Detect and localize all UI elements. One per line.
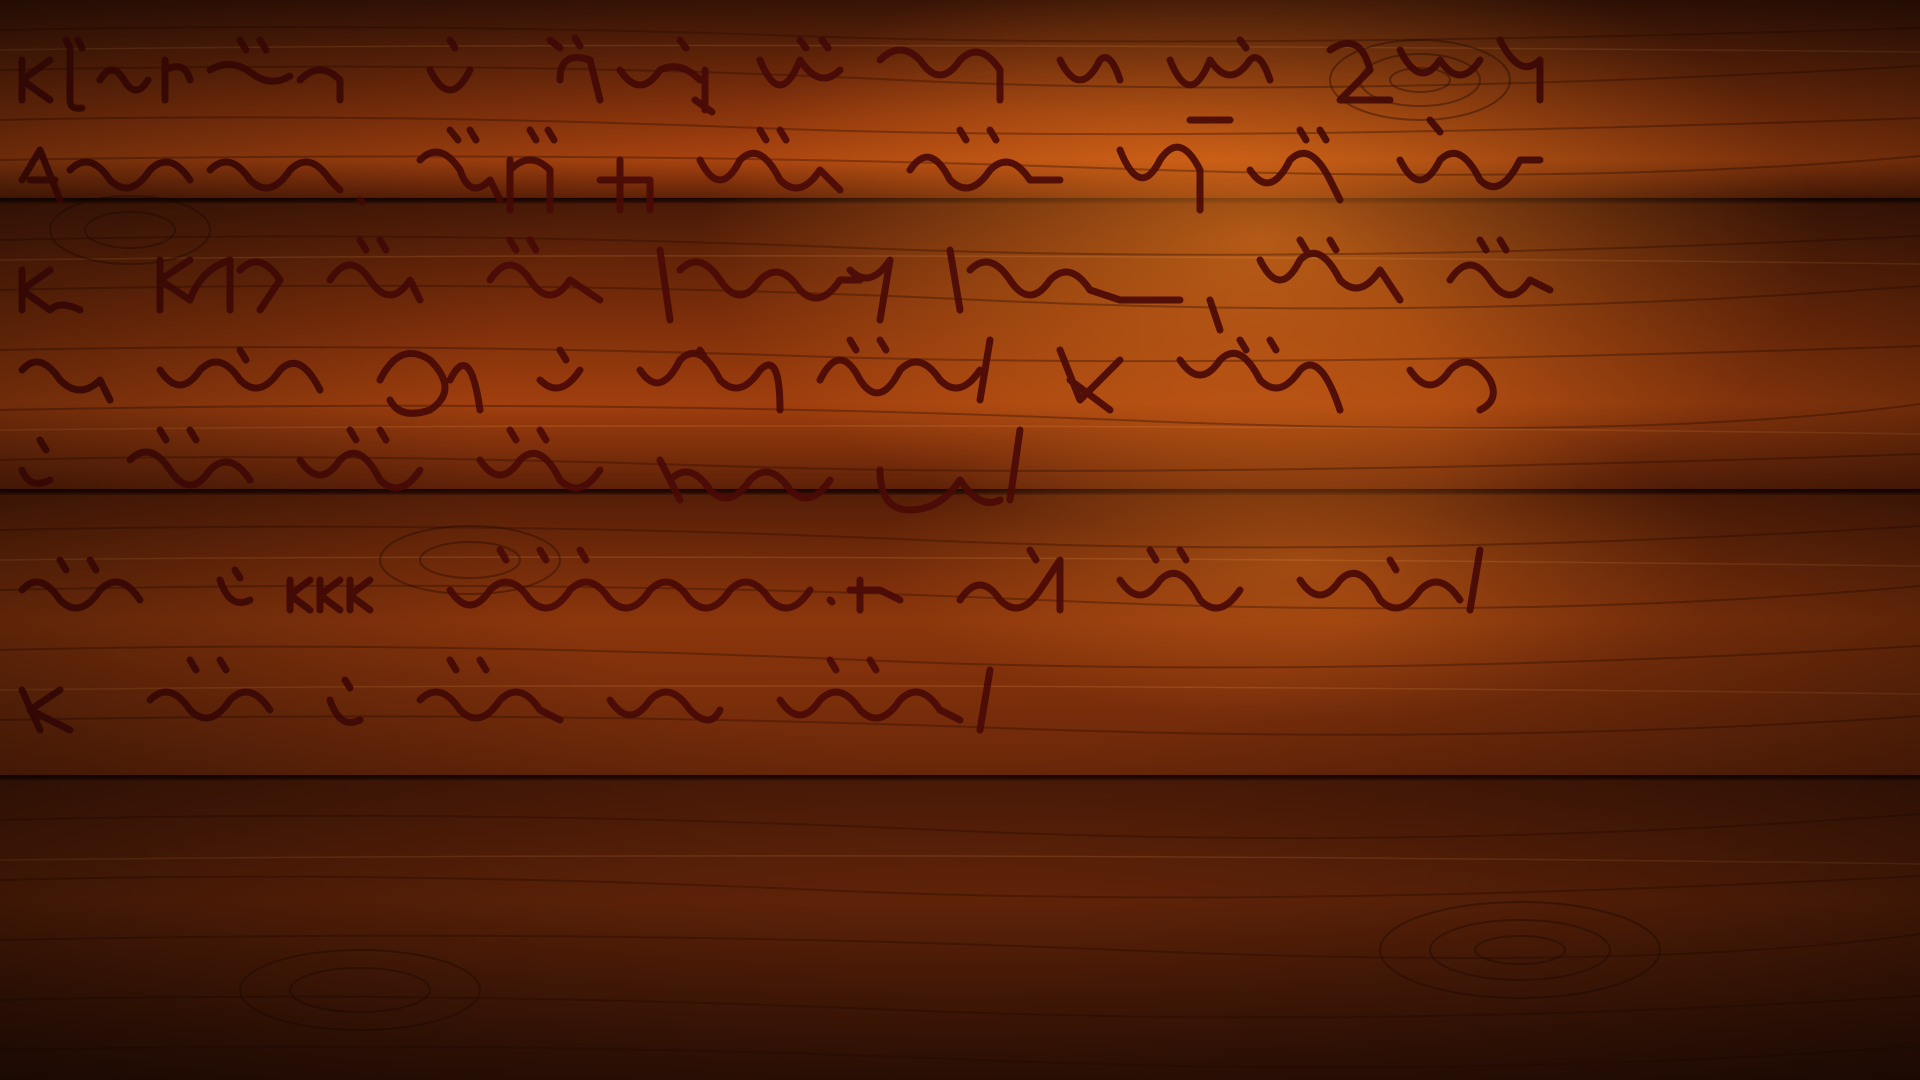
glyph-line (22, 550, 1480, 610)
glyph-line (22, 240, 1550, 330)
glyph-line (22, 660, 990, 730)
glyph-line (22, 340, 1493, 413)
glyph-line (22, 120, 1540, 210)
glyph-line (22, 38, 1540, 112)
glyph-line (22, 430, 1020, 510)
